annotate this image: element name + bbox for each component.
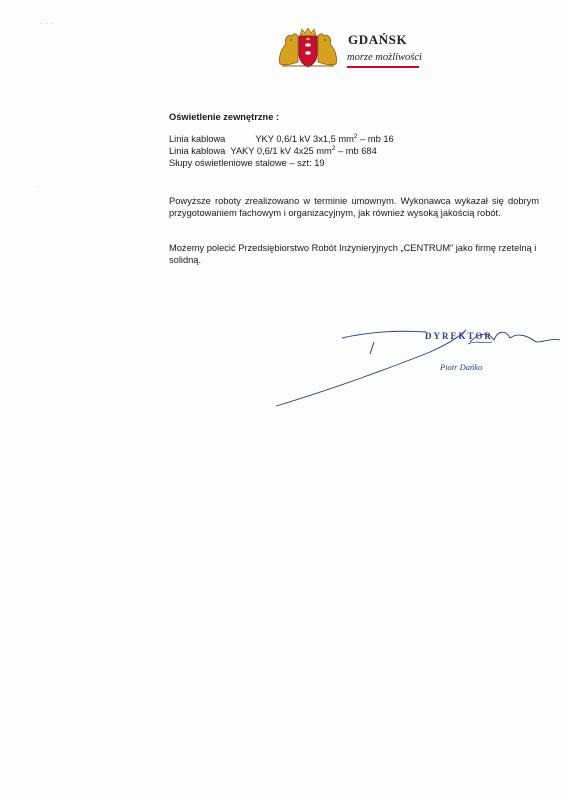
cable-line-2-sup: 2 — [331, 144, 336, 152]
gdansk-logo — [276, 26, 426, 72]
cable-line-2 — [169, 146, 377, 158]
signature-stamp-title: DYREKTOR — [425, 331, 493, 341]
handwritten-signature — [270, 320, 569, 415]
slogan-underline — [347, 66, 419, 68]
cable-line-1-sup: 2 — [353, 132, 358, 140]
city-slogan: morze możliwości — [347, 52, 422, 63]
cable-line-1-spec: YKY 0,6/1 kV 3x1,5 mm — [255, 134, 354, 144]
paragraph-work-completed: Powyższe roboty zrealizowano w terminie umownym. Wykonawca wykazał się dobrym przygotowaniem fachowym i organizacyjnym, jak również wysoką jakością robót. — [169, 196, 539, 218]
scan-speck: · · · — [40, 18, 54, 28]
paragraph-recommendation: Możemy polecić Przedsiębiorstwo Robót Inżynieryjnych „CENTRUM” jako firmę rzetelną i solidną. — [169, 243, 537, 265]
cable-line-2-suffix: – mb 684 — [335, 146, 377, 156]
cable-line-1-prefix: Linia kablowa — [169, 134, 226, 144]
cable-line-2-prefix: Linia kablowa — [169, 146, 226, 156]
signatory-name: Piotr Dańko — [440, 362, 483, 372]
section-heading: Oświetlenie zewnętrzne : — [169, 112, 280, 122]
cable-line-1-suffix: – mb 16 — [357, 134, 394, 144]
cable-line-1 — [169, 134, 394, 146]
city-name: GDAŃSK — [348, 32, 408, 47]
scan-speck: · — [36, 181, 39, 191]
poles-line: Słupy oświetleniowe stalowe – szt: 19 — [169, 158, 325, 168]
cable-line-2-spec: YAKY 0,6/1 kV 4x25 mm — [230, 146, 332, 156]
coat-of-arms-icon — [276, 26, 340, 70]
